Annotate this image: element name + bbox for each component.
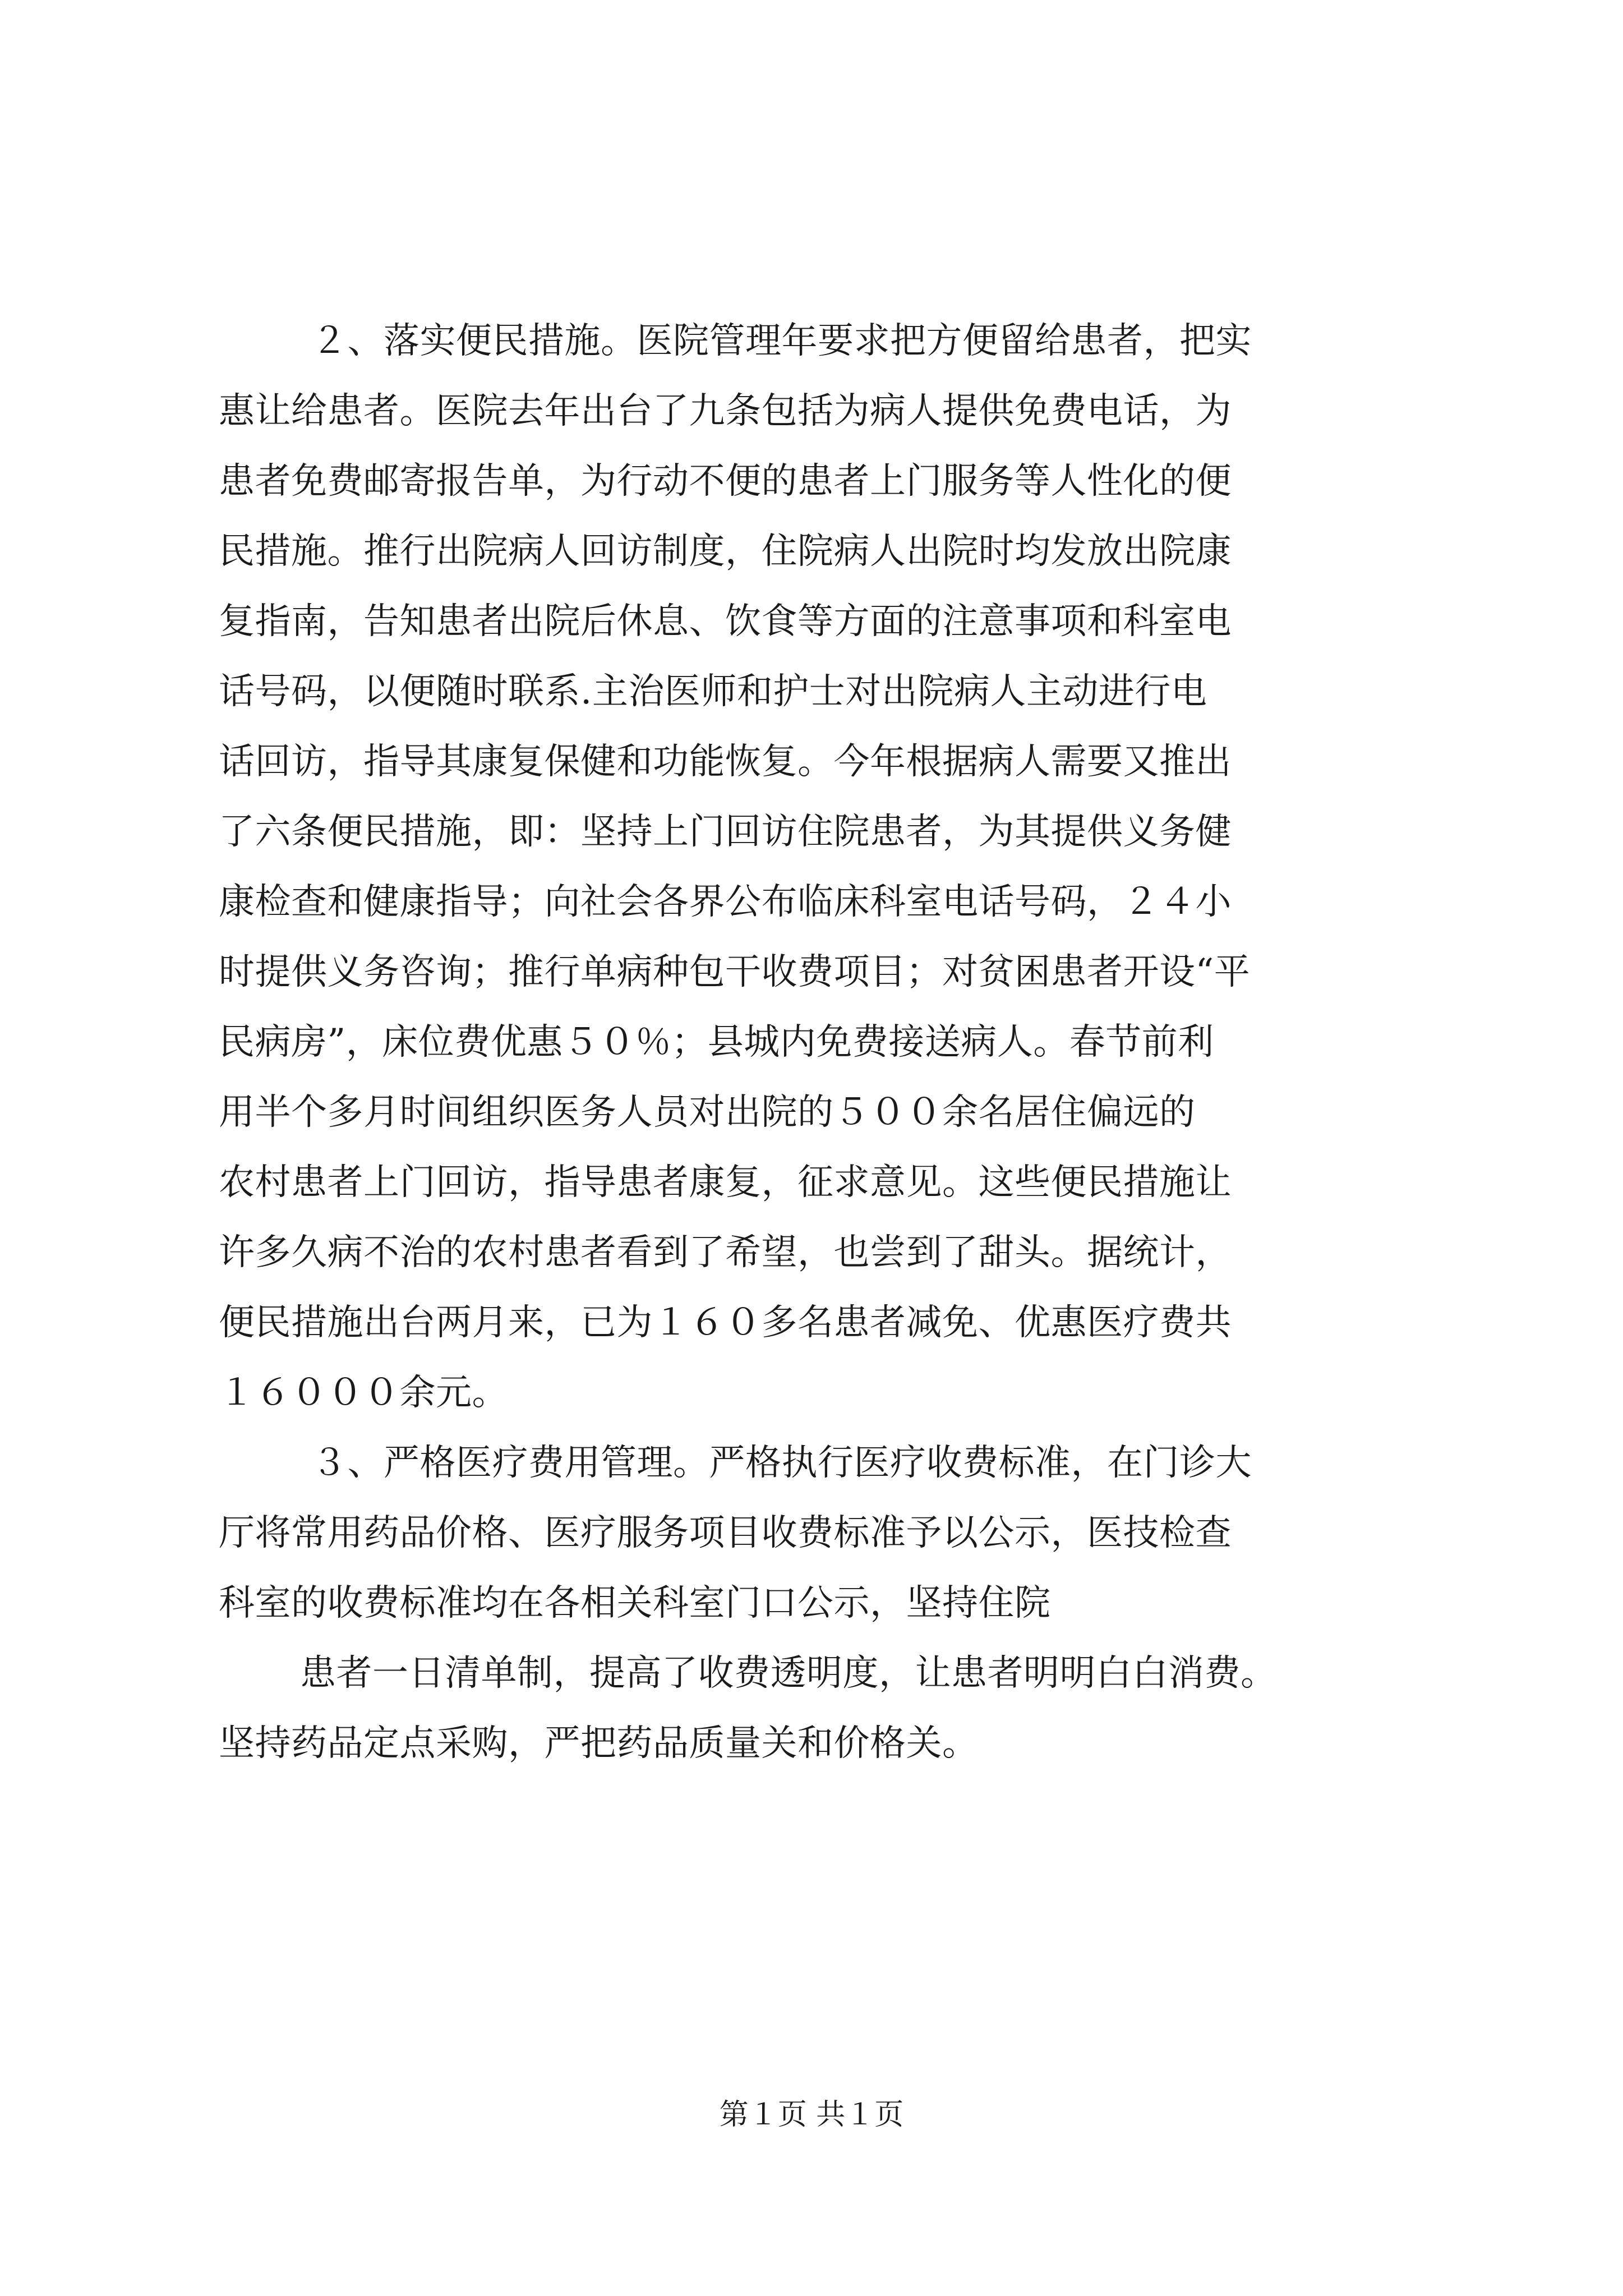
text-line: 民措施。推行出院病人回访制度，住院病人出院时均发放出院康 <box>219 531 1232 572</box>
text-line: 时提供义务咨询；推行单病种包干收费项目；对贫困患者开设“平 <box>219 951 1251 993</box>
text-line: ３、严格医疗费用管理。严格执行医疗收费标准，在门诊大 <box>311 1442 1252 1484</box>
text-line: 坚持药品定点采购，严把药品质量关和价格关。 <box>219 1723 979 1764</box>
text-line: 惠让给患者。医院去年出台了九条包括为病人提供免费电话，为 <box>219 390 1232 432</box>
text-line: 了六条便民措施，即：坚持上门回访住院患者，为其提供义务健 <box>219 811 1232 853</box>
text-line: ２、落实便民措施。医院管理年要求把方便留给患者，把实 <box>311 320 1252 362</box>
text-line: 患者免费邮寄报告单，为行动不便的患者上门服务等人性化的便 <box>219 461 1232 502</box>
text-line: 许多久病不治的农村患者看到了希望，也尝到了甜头。据统计， <box>219 1232 1232 1273</box>
text-line: 便民措施出台两月来，已为１６０多名患者减免、优惠医疗费共 <box>219 1302 1232 1343</box>
text-line: 厅将常用药品价格、医疗服务项目收费标准予以公示，医技检查 <box>219 1512 1232 1554</box>
text-line: 话回访，指导其康复保健和功能恢复。今年根据病人需要又推出 <box>219 741 1232 783</box>
text-line: 科室的收费标准均在各相关科室门口公示，坚持住院 <box>219 1582 1051 1624</box>
text-line: 农村患者上门回访，指导患者康复，征求意见。这些便民措施让 <box>219 1162 1232 1203</box>
text-line: 康检查和健康指导；向社会各界公布临床科室电话号码，２４小 <box>219 881 1232 923</box>
text-line: 话号码，以便随时联系.主治医师和护士对出院病人主动进行电 <box>219 671 1207 712</box>
text-line: 复指南，告知患者出院后休息、饮食等方面的注意事项和科室电 <box>219 601 1232 642</box>
text-line: １６０００余元。 <box>219 1372 508 1414</box>
text-line: 民病房”，床位费优惠５０％；县城内免费接送病人。春节前利 <box>219 1022 1214 1063</box>
page-footer: 第１页 共１页 <box>719 2098 904 2132</box>
text-line: 患者一日清单制，提高了收费透明度，让患者明明白白消费。 <box>300 1653 1277 1694</box>
text-line: 用半个多月时间组织医务人员对出院的５００余名居住偏远的 <box>219 1092 1196 1133</box>
